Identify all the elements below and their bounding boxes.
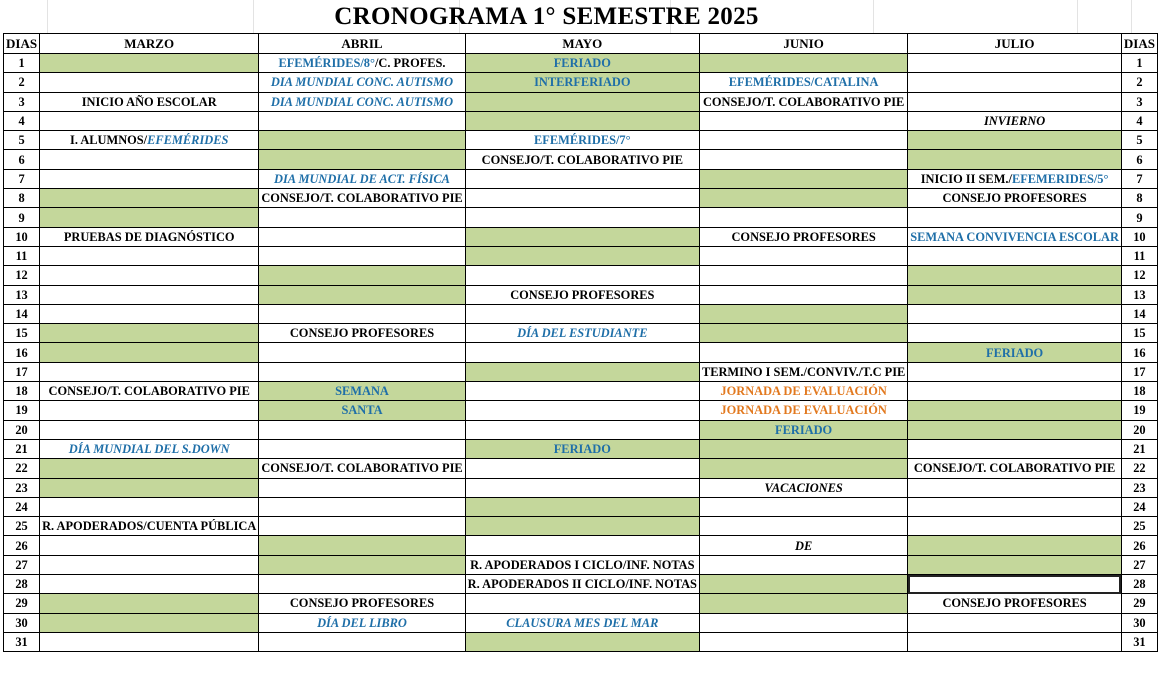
table-row xyxy=(4,632,1158,651)
cell-junio[interactable]: VACACIONES xyxy=(699,478,907,497)
cell-julio[interactable] xyxy=(908,208,1122,227)
table-row xyxy=(4,536,1158,555)
day-number-left[interactable]: 5 xyxy=(4,131,40,150)
cell-julio[interactable] xyxy=(908,497,1122,516)
day-number-right[interactable]: 30 xyxy=(1121,613,1157,632)
cell-junio[interactable]: JORNADA DE EVALUACIÓN xyxy=(699,401,907,420)
cell-mayo[interactable]: R. APODERADOS I CICLO/INF. NOTAS xyxy=(465,555,699,574)
cell-abril[interactable]: CONSEJO/T. COLABORATIVO PIE xyxy=(259,459,465,478)
day-number-right[interactable]: 23 xyxy=(1121,478,1157,497)
cell-junio[interactable]: FERIADO xyxy=(699,420,907,439)
day-number-left[interactable]: 12 xyxy=(4,266,40,285)
cell-julio[interactable]: INVIERNO xyxy=(908,111,1122,130)
cell-marzo[interactable] xyxy=(40,208,259,227)
cell-abril[interactable] xyxy=(259,517,465,536)
cell-abril[interactable]: DIA MUNDIAL CONC. AUTISMO xyxy=(259,92,465,111)
page-title[interactable]: CRONOGRAMA 1° SEMESTRE 2025 xyxy=(334,3,759,30)
table-row xyxy=(4,208,1158,227)
day-number-left[interactable]: 21 xyxy=(4,439,40,458)
cell-text-part: EFEMÉRIDES/8° xyxy=(278,56,375,71)
cell-marzo[interactable] xyxy=(40,536,259,555)
cell-mayo[interactable] xyxy=(465,246,699,265)
cell-junio[interactable] xyxy=(699,632,907,651)
header-abril[interactable]: ABRIL xyxy=(259,34,465,54)
header-marzo[interactable]: MARZO xyxy=(40,34,259,54)
cell-abril[interactable] xyxy=(259,266,465,285)
cell-abril[interactable]: SANTA xyxy=(259,401,465,420)
day-number-left[interactable]: 29 xyxy=(4,594,40,613)
cell-marzo[interactable] xyxy=(40,266,259,285)
table-row xyxy=(4,439,1158,458)
day-number-left[interactable]: 10 xyxy=(4,227,40,246)
day-number-right[interactable]: 5 xyxy=(1121,131,1157,150)
day-number-left[interactable]: 2 xyxy=(4,73,40,92)
day-number-left[interactable]: 15 xyxy=(4,324,40,343)
day-number-right[interactable]: 20 xyxy=(1121,420,1157,439)
day-number-left[interactable]: 30 xyxy=(4,613,40,632)
cell-marzo[interactable] xyxy=(40,594,259,613)
cell-text-part: I. ALUMNOS/ xyxy=(70,133,148,148)
cell-julio[interactable] xyxy=(908,536,1122,555)
header-dias-left[interactable]: DIAS xyxy=(4,34,40,54)
table-row xyxy=(4,169,1158,188)
cell-marzo[interactable] xyxy=(40,343,259,362)
day-number-left[interactable]: 31 xyxy=(4,632,40,651)
table-row xyxy=(4,324,1158,343)
table-row xyxy=(4,575,1158,594)
cell-abril[interactable]: DÍA DEL LIBRO xyxy=(259,613,465,632)
cell-marzo[interactable] xyxy=(40,613,259,632)
table-row xyxy=(4,92,1158,111)
cell-marzo[interactable] xyxy=(40,555,259,574)
cell-abril[interactable] xyxy=(259,304,465,323)
cell-marzo[interactable]: PRUEBAS DE DIAGNÓSTICO xyxy=(40,227,259,246)
cell-abril[interactable] xyxy=(259,343,465,362)
cell-marzo[interactable] xyxy=(40,362,259,381)
cell-junio[interactable] xyxy=(699,324,907,343)
cell-abril[interactable] xyxy=(259,285,465,304)
cell-junio[interactable]: CONSEJO PROFESORES xyxy=(699,227,907,246)
table-row xyxy=(4,285,1158,304)
cell-julio[interactable]: FERIADO xyxy=(908,343,1122,362)
cell-abril[interactable] xyxy=(259,555,465,574)
day-number-right[interactable]: 15 xyxy=(1121,324,1157,343)
day-number-left[interactable]: 27 xyxy=(4,555,40,574)
cell-marzo[interactable] xyxy=(40,401,259,420)
cell-junio[interactable] xyxy=(699,208,907,227)
cell-abril[interactable] xyxy=(259,362,465,381)
cell-marzo[interactable]: R. APODERADOS/CUENTA PÚBLICA xyxy=(40,517,259,536)
day-number-left[interactable]: 6 xyxy=(4,150,40,169)
table-row xyxy=(4,362,1158,381)
cell-junio[interactable] xyxy=(699,439,907,458)
header-dias-right[interactable]: DIAS xyxy=(1121,34,1157,54)
day-number-left[interactable]: 7 xyxy=(4,169,40,188)
cell-mayo[interactable] xyxy=(465,478,699,497)
day-number-left[interactable]: 16 xyxy=(4,343,40,362)
cell-julio[interactable] xyxy=(908,613,1122,632)
day-number-right[interactable]: 4 xyxy=(1121,111,1157,130)
cell-mayo[interactable] xyxy=(465,169,699,188)
day-number-right[interactable]: 27 xyxy=(1121,555,1157,574)
day-number-right[interactable]: 6 xyxy=(1121,150,1157,169)
cell-junio[interactable] xyxy=(699,150,907,169)
cell-julio[interactable] xyxy=(908,169,1122,188)
day-number-left[interactable]: 20 xyxy=(4,420,40,439)
cell-mayo[interactable] xyxy=(465,632,699,651)
header-junio[interactable]: JUNIO xyxy=(699,34,907,54)
cell-julio[interactable]: CONSEJO PROFESORES xyxy=(908,594,1122,613)
table-row xyxy=(4,555,1158,574)
day-number-right[interactable]: 21 xyxy=(1121,439,1157,458)
cell-abril[interactable] xyxy=(259,131,465,150)
cell-julio[interactable] xyxy=(908,420,1122,439)
cell-abril[interactable]: CONSEJO PROFESORES xyxy=(259,324,465,343)
cell-mayo[interactable] xyxy=(465,189,699,208)
cell-text-part: EFEMERIDES/5° xyxy=(1011,171,1109,186)
cell-julio[interactable] xyxy=(908,304,1122,323)
cell-abril[interactable]: SEMANA xyxy=(259,382,465,401)
cell-mayo[interactable] xyxy=(465,401,699,420)
cell-marzo[interactable] xyxy=(40,285,259,304)
cell-mayo[interactable] xyxy=(465,343,699,362)
cell-julio[interactable] xyxy=(908,324,1122,343)
cell-junio[interactable]: CONSEJO/T. COLABORATIVO PIE xyxy=(699,92,907,111)
table-row xyxy=(4,73,1158,92)
cell-abril[interactable] xyxy=(259,150,465,169)
day-number-left[interactable]: 22 xyxy=(4,459,40,478)
cell-julio[interactable] xyxy=(908,439,1122,458)
day-number-right[interactable]: 22 xyxy=(1121,459,1157,478)
cell-julio[interactable] xyxy=(908,73,1122,92)
table-row xyxy=(4,266,1158,285)
day-number-right[interactable]: 14 xyxy=(1121,304,1157,323)
cell-junio[interactable]: TERMINO I SEM./CONVIV./T.C PIE xyxy=(699,362,907,381)
cell-mayo[interactable]: R. APODERADOS II CICLO/INF. NOTAS xyxy=(465,575,699,594)
day-number-left[interactable]: 8 xyxy=(4,189,40,208)
day-number-right[interactable]: 28 xyxy=(1121,575,1157,594)
cell-marzo[interactable] xyxy=(40,54,259,73)
table-row xyxy=(4,54,1158,73)
table-row xyxy=(4,227,1158,246)
cell-mayo[interactable] xyxy=(465,382,699,401)
cell-mayo[interactable] xyxy=(465,208,699,227)
cell-mayo[interactable] xyxy=(465,92,699,111)
day-number-right[interactable]: 3 xyxy=(1121,92,1157,111)
cell-julio[interactable] xyxy=(908,382,1122,401)
table-row xyxy=(4,304,1158,323)
cell-marzo[interactable] xyxy=(40,246,259,265)
cell-junio[interactable] xyxy=(699,246,907,265)
cell-abril[interactable] xyxy=(259,420,465,439)
cell-julio[interactable]: CONSEJO/T. COLABORATIVO PIE xyxy=(908,459,1122,478)
cell-julio[interactable] xyxy=(908,92,1122,111)
cell-mayo[interactable] xyxy=(465,111,699,130)
day-number-left[interactable]: 28 xyxy=(4,575,40,594)
cell-abril[interactable] xyxy=(259,478,465,497)
day-number-left[interactable]: 9 xyxy=(4,208,40,227)
cell-julio[interactable] xyxy=(908,401,1122,420)
cell-junio[interactable] xyxy=(699,266,907,285)
cell-junio[interactable] xyxy=(699,304,907,323)
cell-abril[interactable] xyxy=(259,246,465,265)
cell-julio[interactable] xyxy=(908,632,1122,651)
header-mayo[interactable]: MAYO xyxy=(465,34,699,54)
cell-abril[interactable]: CONSEJO/T. COLABORATIVO PIE xyxy=(259,189,465,208)
cell-junio[interactable] xyxy=(699,459,907,478)
cell-text-part: EFEMÉRIDES xyxy=(147,133,229,148)
cell-marzo[interactable] xyxy=(40,131,259,150)
cell-marzo[interactable] xyxy=(40,304,259,323)
table-row xyxy=(4,246,1158,265)
cell-text-part: /C. PROFES. xyxy=(374,56,446,71)
day-number-left[interactable]: 14 xyxy=(4,304,40,323)
cell-junio[interactable] xyxy=(699,131,907,150)
table-row xyxy=(4,343,1158,362)
cell-abril[interactable] xyxy=(259,111,465,130)
cell-mayo[interactable]: CLAUSURA MES DEL MAR xyxy=(465,613,699,632)
cell-mayo[interactable] xyxy=(465,497,699,516)
cell-julio[interactable] xyxy=(908,150,1122,169)
day-number-right[interactable]: 1 xyxy=(1121,54,1157,73)
table-row xyxy=(4,613,1158,632)
cell-mayo[interactable]: FERIADO xyxy=(465,439,699,458)
cell-junio[interactable] xyxy=(699,54,907,73)
cell-julio[interactable] xyxy=(908,478,1122,497)
cell-marzo[interactable] xyxy=(40,189,259,208)
cell-junio[interactable]: DE xyxy=(699,536,907,555)
day-number-right[interactable]: 8 xyxy=(1121,189,1157,208)
table-row xyxy=(4,382,1158,401)
cell-abril[interactable] xyxy=(259,497,465,516)
day-number-left[interactable]: 19 xyxy=(4,401,40,420)
cell-mayo[interactable]: FERIADO xyxy=(465,54,699,73)
cell-marzo[interactable] xyxy=(40,478,259,497)
cell-julio[interactable] xyxy=(908,54,1122,73)
cell-marzo[interactable] xyxy=(40,459,259,478)
cell-junio[interactable]: EFEMÉRIDES/CATALINA xyxy=(699,73,907,92)
day-number-right[interactable]: 7 xyxy=(1121,169,1157,188)
cell-junio[interactable] xyxy=(699,343,907,362)
cell-text-part: INICIO II SEM./ xyxy=(920,171,1012,186)
day-number-right[interactable]: 13 xyxy=(1121,285,1157,304)
cell-mayo[interactable] xyxy=(465,227,699,246)
day-number-right[interactable]: 17 xyxy=(1121,362,1157,381)
cell-mayo[interactable]: CONSEJO/T. COLABORATIVO PIE xyxy=(465,150,699,169)
day-number-left[interactable]: 17 xyxy=(4,362,40,381)
day-number-left[interactable]: 1 xyxy=(4,54,40,73)
schedule-table xyxy=(3,33,1158,652)
cell-junio[interactable] xyxy=(699,497,907,516)
table-row xyxy=(4,459,1158,478)
cell-julio[interactable] xyxy=(908,246,1122,265)
cell-julio[interactable] xyxy=(908,285,1122,304)
day-number-right[interactable]: 11 xyxy=(1121,246,1157,265)
cell-abril[interactable]: CONSEJO PROFESORES xyxy=(259,594,465,613)
cell-marzo[interactable] xyxy=(40,111,259,130)
cell-marzo[interactable]: CONSEJO/T. COLABORATIVO PIE xyxy=(40,382,259,401)
cell-junio[interactable] xyxy=(699,517,907,536)
cell-julio[interactable]: CONSEJO PROFESORES xyxy=(908,189,1122,208)
day-number-right[interactable]: 26 xyxy=(1121,536,1157,555)
table-row xyxy=(4,131,1158,150)
day-number-left[interactable]: 3 xyxy=(4,92,40,111)
cell-junio[interactable] xyxy=(699,285,907,304)
cell-junio[interactable] xyxy=(699,169,907,188)
day-number-right[interactable]: 29 xyxy=(1121,594,1157,613)
table-row xyxy=(4,111,1158,130)
cell-abril[interactable]: DIA MUNDIAL CONC. AUTISMO xyxy=(259,73,465,92)
cell-junio[interactable] xyxy=(699,575,907,594)
cell-julio[interactable]: SEMANA CONVIVENCIA ESCOLAR xyxy=(908,227,1122,246)
cell-junio[interactable] xyxy=(699,555,907,574)
table-row xyxy=(4,189,1158,208)
cell-abril[interactable] xyxy=(259,439,465,458)
cell-julio[interactable] xyxy=(908,266,1122,285)
cell-julio[interactable] xyxy=(908,131,1122,150)
cell-marzo[interactable] xyxy=(40,324,259,343)
cell-marzo[interactable] xyxy=(40,420,259,439)
cell-marzo[interactable] xyxy=(40,169,259,188)
cell-marzo[interactable] xyxy=(40,575,259,594)
cell-mayo[interactable] xyxy=(465,362,699,381)
day-number-right[interactable]: 31 xyxy=(1121,632,1157,651)
cell-mayo[interactable] xyxy=(465,536,699,555)
cell-abril[interactable] xyxy=(259,54,465,73)
cell-marzo[interactable] xyxy=(40,150,259,169)
cell-mayo[interactable]: EFEMÉRIDES/7° xyxy=(465,131,699,150)
day-number-left[interactable]: 4 xyxy=(4,111,40,130)
header-julio[interactable]: JULIO xyxy=(908,34,1122,54)
cell-junio[interactable] xyxy=(699,613,907,632)
day-number-left[interactable]: 23 xyxy=(4,478,40,497)
cell-mayo[interactable] xyxy=(465,594,699,613)
cell-julio[interactable] xyxy=(908,555,1122,574)
cell-abril[interactable] xyxy=(259,227,465,246)
header-row xyxy=(4,34,1158,54)
cell-mayo[interactable]: INTERFERIADO xyxy=(465,73,699,92)
day-number-left[interactable]: 25 xyxy=(4,517,40,536)
cell-mayo[interactable] xyxy=(465,420,699,439)
day-number-left[interactable]: 11 xyxy=(4,246,40,265)
day-number-left[interactable]: 24 xyxy=(4,497,40,516)
cell-junio[interactable]: JORNADA DE EVALUACIÓN xyxy=(699,382,907,401)
cell-abril[interactable] xyxy=(259,632,465,651)
day-number-right[interactable]: 9 xyxy=(1121,208,1157,227)
table-row xyxy=(4,478,1158,497)
cell-abril[interactable] xyxy=(259,208,465,227)
cell-julio[interactable] xyxy=(908,517,1122,536)
cell-junio[interactable] xyxy=(699,189,907,208)
table-row xyxy=(4,594,1158,613)
day-number-left[interactable]: 18 xyxy=(4,382,40,401)
cell-mayo[interactable]: CONSEJO PROFESORES xyxy=(465,285,699,304)
day-number-right[interactable]: 25 xyxy=(1121,517,1157,536)
day-number-left[interactable]: 13 xyxy=(4,285,40,304)
table-row xyxy=(4,401,1158,420)
cell-mayo[interactable]: DÍA DEL ESTUDIANTE xyxy=(465,324,699,343)
day-number-right[interactable]: 24 xyxy=(1121,497,1157,516)
cell-julio[interactable] xyxy=(908,575,1122,594)
day-number-left[interactable]: 26 xyxy=(4,536,40,555)
cell-marzo[interactable] xyxy=(40,73,259,92)
table-row xyxy=(4,150,1158,169)
cell-marzo[interactable]: INICIO AÑO ESCOLAR xyxy=(40,92,259,111)
cell-mayo[interactable] xyxy=(465,304,699,323)
cell-marzo[interactable] xyxy=(40,497,259,516)
day-number-right[interactable]: 2 xyxy=(1121,73,1157,92)
cell-marzo[interactable] xyxy=(40,632,259,651)
cell-junio[interactable] xyxy=(699,594,907,613)
cell-julio[interactable] xyxy=(908,362,1122,381)
day-number-right[interactable]: 18 xyxy=(1121,382,1157,401)
cell-mayo[interactable] xyxy=(465,517,699,536)
cell-abril[interactable]: DIA MUNDIAL DE ACT. FÍSICA xyxy=(259,169,465,188)
cell-mayo[interactable] xyxy=(465,266,699,285)
table-row xyxy=(4,420,1158,439)
day-number-right[interactable]: 12 xyxy=(1121,266,1157,285)
table-row xyxy=(4,517,1158,536)
table-row xyxy=(4,497,1158,516)
day-number-right[interactable]: 16 xyxy=(1121,343,1157,362)
cell-junio[interactable] xyxy=(699,111,907,130)
cell-mayo[interactable] xyxy=(465,459,699,478)
gridline xyxy=(1131,0,1132,34)
cell-marzo[interactable]: DÍA MUNDIAL DEL S.DOWN xyxy=(40,439,259,458)
cell-abril[interactable] xyxy=(259,536,465,555)
day-number-right[interactable]: 10 xyxy=(1121,227,1157,246)
day-number-right[interactable]: 19 xyxy=(1121,401,1157,420)
cell-abril[interactable] xyxy=(259,575,465,594)
